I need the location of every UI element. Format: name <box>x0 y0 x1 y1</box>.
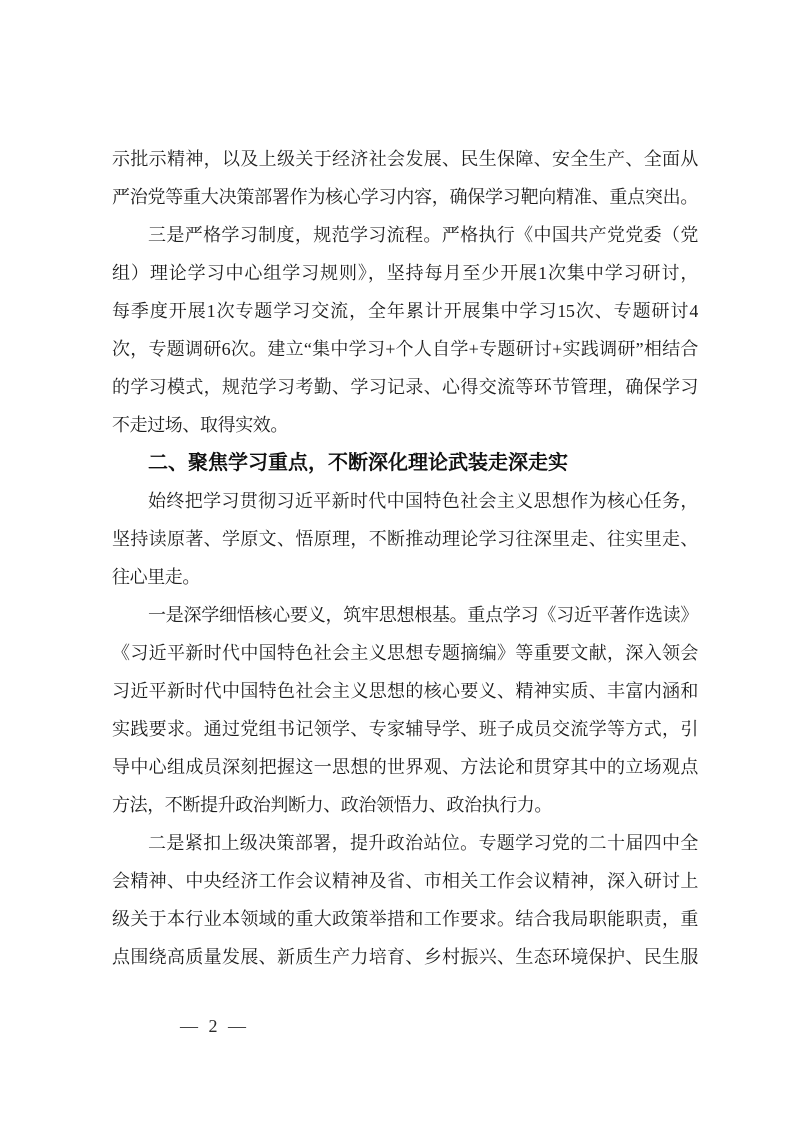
text-line: 坚持读原著、学原文、悟原理，不断推动理论学习往深里走、往实里走、 <box>112 529 698 549</box>
text-line: 导中心组成员深刻把握这一思想的世界观、方法论和贯穿其中的立场观点 <box>112 757 698 777</box>
text-line: 级关于本行业本领域的重大政策举措和工作要求。结合我局职能职责，重 <box>112 909 698 929</box>
text-line: 会精神、中央经济工作会议精神及省、市相关工作会议精神，深入研讨上 <box>112 871 698 891</box>
text-line: 组）理论学习中心组学习规则》，坚持每月至少开展1次集中学习研讨， <box>112 263 698 283</box>
text-line: 二是紧扣上级决策部署，提升政治站位。专题学习党的二十届四中全 <box>148 833 698 853</box>
page-number: — 2 — <box>180 1016 249 1036</box>
text-line: 往心里走。 <box>112 567 200 587</box>
text-line: 始终把学习贯彻习近平新时代中国特色社会主义思想作为核心任务， <box>148 491 698 511</box>
text-line: 《习近平新时代中国特色社会主义思想专题摘编》等重要文献，深入领会 <box>112 643 698 663</box>
text-line: 严治党等重大决策部署作为核心学习内容，确保学习靶向精准、重点突出。 <box>112 187 698 207</box>
text-line: 三是严格学习制度，规范学习流程。严格执行《中国共产党党委（党 <box>148 225 698 245</box>
text-line: 每季度开展1次专题学习交流，全年累计开展集中学习15次、专题研讨4 <box>112 301 698 321</box>
text-line: 方法，不断提升政治判断力、政治领悟力、政治执行力。 <box>112 795 552 815</box>
text-line: 次，专题调研6次。建立“集中学习+个人自学+专题研讨+实践调研”相结合 <box>112 339 698 359</box>
text-line: 一是深学细悟核心要义，筑牢思想根基。重点学习《习近平著作选读》 <box>148 605 698 625</box>
text-line: 不走过场、取得实效。 <box>112 415 288 435</box>
text-line: 点围绕高质量发展、新质生产力培育、乡村振兴、生态环境保护、民生服 <box>112 947 698 967</box>
section-heading: 二、聚焦学习重点，不断深化理论武装走深走实 <box>148 452 568 474</box>
text-line: 实践要求。通过党组书记领学、专家辅导学、班子成员交流学等方式，引 <box>112 719 698 739</box>
text-line: 示批示精神，以及上级关于经济社会发展、民生保障、安全生产、全面从 <box>112 149 698 169</box>
text-line: 习近平新时代中国特色社会主义思想的核心要义、精神实质、丰富内涵和 <box>112 681 698 701</box>
text-line: 的学习模式，规范学习考勤、学习记录、心得交流等环节管理，确保学习 <box>112 377 698 397</box>
document-body <box>112 140 698 976</box>
